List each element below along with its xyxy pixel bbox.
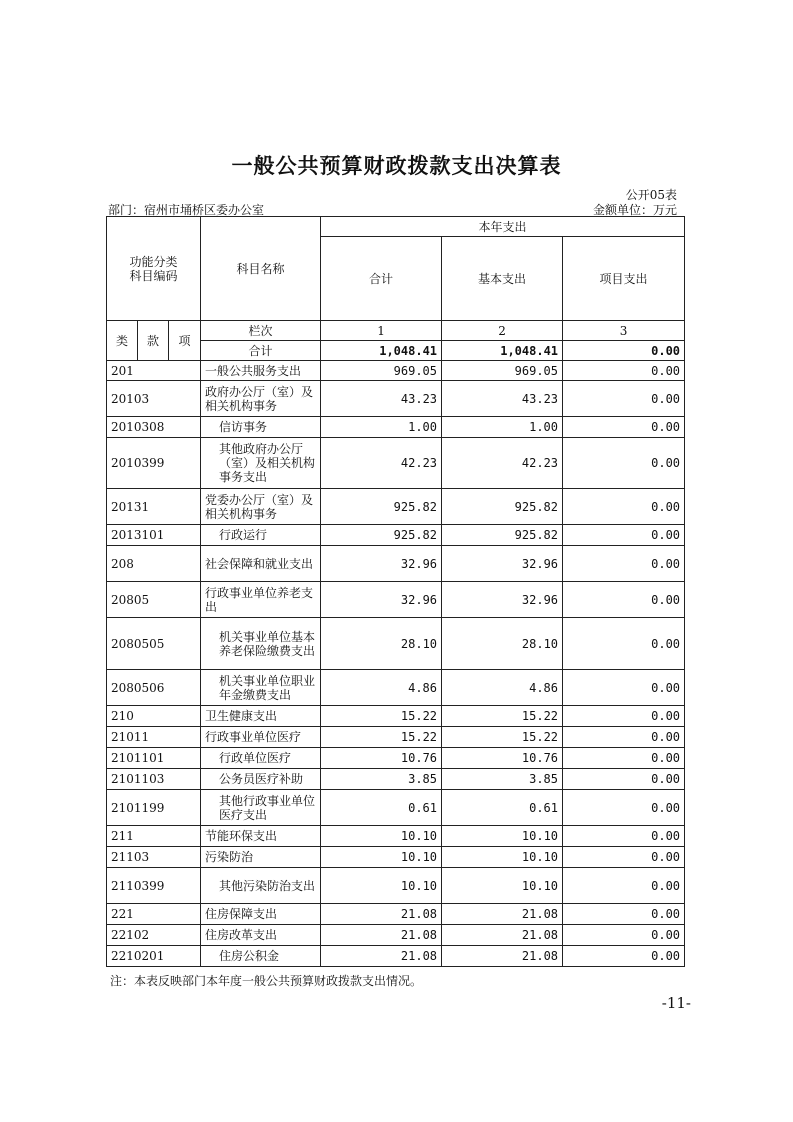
page-number: -11- <box>661 994 691 1012</box>
table-row <box>107 826 685 847</box>
row-project: 0.00 <box>563 769 685 790</box>
row-project: 0.00 <box>563 525 685 546</box>
table-row <box>107 417 685 438</box>
row-project: 0.00 <box>563 868 685 904</box>
row-code: 2101199 <box>107 790 201 826</box>
row-total: 21.08 <box>321 904 442 925</box>
row-code: 2080506 <box>107 670 201 706</box>
row-basic: 10.10 <box>442 826 563 847</box>
row-project: 0.00 <box>563 946 685 967</box>
row-basic: 32.96 <box>442 546 563 582</box>
header-total: 合计 <box>321 237 442 321</box>
row-total: 28.10 <box>321 618 442 670</box>
row-name: 卫生健康支出 <box>201 706 321 727</box>
row-code: 211 <box>107 826 201 847</box>
table-row <box>107 769 685 790</box>
row-basic: 0.61 <box>442 790 563 826</box>
table-row <box>107 904 685 925</box>
table-row <box>107 546 685 582</box>
row-total: 43.23 <box>321 381 442 417</box>
row-total: 15.22 <box>321 727 442 748</box>
row-basic: 4.86 <box>442 670 563 706</box>
form-code: 公开05表 <box>625 188 677 202</box>
row-name: 其他行政事业单位医疗支出 <box>201 790 321 826</box>
row-project: 0.00 <box>563 748 685 769</box>
expenditure-table <box>106 216 685 967</box>
row-project: 0.00 <box>563 618 685 670</box>
row-basic: 3.85 <box>442 769 563 790</box>
row-code: 20103 <box>107 381 201 417</box>
row-code: 210 <box>107 706 201 727</box>
row-total: 1.00 <box>321 417 442 438</box>
row-name: 住房公积金 <box>201 946 321 967</box>
row-name: 社会保障和就业支出 <box>201 546 321 582</box>
row-name: 其他污染防治支出 <box>201 868 321 904</box>
row-name: 住房保障支出 <box>201 904 321 925</box>
row-project: 0.00 <box>563 925 685 946</box>
table-row <box>107 946 685 967</box>
table-row <box>107 727 685 748</box>
row-total: 42.23 <box>321 438 442 489</box>
header-func-line2: 科目编码 <box>129 268 178 283</box>
row-project: 0.00 <box>563 904 685 925</box>
row-code: 2010308 <box>107 417 201 438</box>
table-row <box>107 670 685 706</box>
lanci-1: 1 <box>321 321 442 341</box>
row-project: 0.00 <box>563 381 685 417</box>
row-name: 公务员医疗补助 <box>201 769 321 790</box>
row-name: 行政运行 <box>201 525 321 546</box>
row-total: 21.08 <box>321 925 442 946</box>
table-row <box>107 925 685 946</box>
table-row <box>107 618 685 670</box>
row-project: 0.00 <box>563 706 685 727</box>
row-code: 2210201 <box>107 946 201 967</box>
row-basic: 10.76 <box>442 748 563 769</box>
row-basic: 969.05 <box>442 361 563 381</box>
unit-label: 金额单位：万元 <box>592 203 677 217</box>
row-basic: 21.08 <box>442 925 563 946</box>
row-basic: 42.23 <box>442 438 563 489</box>
row-total: 32.96 <box>321 546 442 582</box>
row-code: 2101103 <box>107 769 201 790</box>
row-name: 党委办公厅（室）及相关机构事务 <box>201 489 321 525</box>
row-name: 污染防治 <box>201 847 321 868</box>
row-project: 0.00 <box>563 826 685 847</box>
header-subject-name: 科目名称 <box>201 217 321 321</box>
row-project: 0.00 <box>563 417 685 438</box>
table-row <box>107 489 685 525</box>
row-total: 925.82 <box>321 525 442 546</box>
row-basic: 21.08 <box>442 904 563 925</box>
row-total: 10.10 <box>321 826 442 847</box>
row-total: 15.22 <box>321 706 442 727</box>
table-row <box>107 438 685 489</box>
header-current-year: 本年支出 <box>321 217 685 237</box>
total-label: 合计 <box>201 341 321 361</box>
row-basic: 1.00 <box>442 417 563 438</box>
total-project: 0.00 <box>563 341 685 361</box>
row-basic: 32.96 <box>442 582 563 618</box>
row-project: 0.00 <box>563 546 685 582</box>
row-name: 住房改革支出 <box>201 925 321 946</box>
row-code: 20805 <box>107 582 201 618</box>
header-xiang: 项 <box>169 321 201 361</box>
row-basic: 15.22 <box>442 706 563 727</box>
row-project: 0.00 <box>563 582 685 618</box>
row-code: 22102 <box>107 925 201 946</box>
row-total: 10.10 <box>321 847 442 868</box>
row-total: 925.82 <box>321 489 442 525</box>
lanci-2: 2 <box>442 321 563 341</box>
row-code: 2080505 <box>107 618 201 670</box>
header-kuan: 款 <box>138 321 169 361</box>
row-basic: 925.82 <box>442 525 563 546</box>
row-project: 0.00 <box>563 489 685 525</box>
row-basic: 21.08 <box>442 946 563 967</box>
row-code: 2101101 <box>107 748 201 769</box>
department-label: 部门：宿州市埇桥区委办公室 <box>108 203 265 217</box>
header-func-line1: 功能分类 <box>129 254 178 269</box>
row-code: 21103 <box>107 847 201 868</box>
lanci-label: 栏次 <box>201 321 321 341</box>
row-basic: 10.10 <box>442 847 563 868</box>
row-code: 2010399 <box>107 438 201 489</box>
row-code: 20131 <box>107 489 201 525</box>
footnote: 注：本表反映部门本年度一般公共预算财政拨款支出情况。 <box>110 974 423 988</box>
row-basic: 28.10 <box>442 618 563 670</box>
total-basic: 1,048.41 <box>442 341 563 361</box>
row-basic: 15.22 <box>442 727 563 748</box>
table-row <box>107 525 685 546</box>
row-code: 21011 <box>107 727 201 748</box>
row-total: 4.86 <box>321 670 442 706</box>
row-basic: 43.23 <box>442 381 563 417</box>
header-project: 项目支出 <box>563 237 685 321</box>
row-name: 行政事业单位养老支出 <box>201 582 321 618</box>
header-func-code <box>107 217 201 321</box>
row-name: 一般公共服务支出 <box>201 361 321 381</box>
row-name: 行政事业单位医疗 <box>201 727 321 748</box>
row-total: 3.85 <box>321 769 442 790</box>
table-row <box>107 582 685 618</box>
row-name: 其他政府办公厅（室）及相关机构事务支出 <box>201 438 321 489</box>
row-total: 10.76 <box>321 748 442 769</box>
total-sum: 1,048.41 <box>321 341 442 361</box>
table-row <box>107 361 685 381</box>
row-code: 208 <box>107 546 201 582</box>
row-code: 2110399 <box>107 868 201 904</box>
row-project: 0.00 <box>563 727 685 748</box>
table-row <box>107 748 685 769</box>
row-total: 969.05 <box>321 361 442 381</box>
row-name: 政府办公厅（室）及相关机构事务 <box>201 381 321 417</box>
row-code: 2013101 <box>107 525 201 546</box>
table-row <box>107 790 685 826</box>
row-project: 0.00 <box>563 361 685 381</box>
row-basic: 925.82 <box>442 489 563 525</box>
header-lei: 类 <box>107 321 138 361</box>
row-project: 0.00 <box>563 438 685 489</box>
header-basic: 基本支出 <box>442 237 563 321</box>
row-total: 21.08 <box>321 946 442 967</box>
row-name: 行政单位医疗 <box>201 748 321 769</box>
table-row <box>107 847 685 868</box>
row-total: 32.96 <box>321 582 442 618</box>
row-project: 0.00 <box>563 790 685 826</box>
row-project: 0.00 <box>563 847 685 868</box>
table-row <box>107 868 685 904</box>
row-project: 0.00 <box>563 670 685 706</box>
row-code: 201 <box>107 361 201 381</box>
table-row <box>107 706 685 727</box>
page-title: 一般公共预算财政拨款支出决算表 <box>231 154 562 178</box>
row-total: 10.10 <box>321 868 442 904</box>
row-total: 0.61 <box>321 790 442 826</box>
row-basic: 10.10 <box>442 868 563 904</box>
row-name: 机关事业单位基本养老保险缴费支出 <box>201 618 321 670</box>
row-code: 221 <box>107 904 201 925</box>
table-row <box>107 381 685 417</box>
lanci-3: 3 <box>563 321 685 341</box>
row-name: 信访事务 <box>201 417 321 438</box>
row-name: 节能环保支出 <box>201 826 321 847</box>
row-name: 机关事业单位职业年金缴费支出 <box>201 670 321 706</box>
